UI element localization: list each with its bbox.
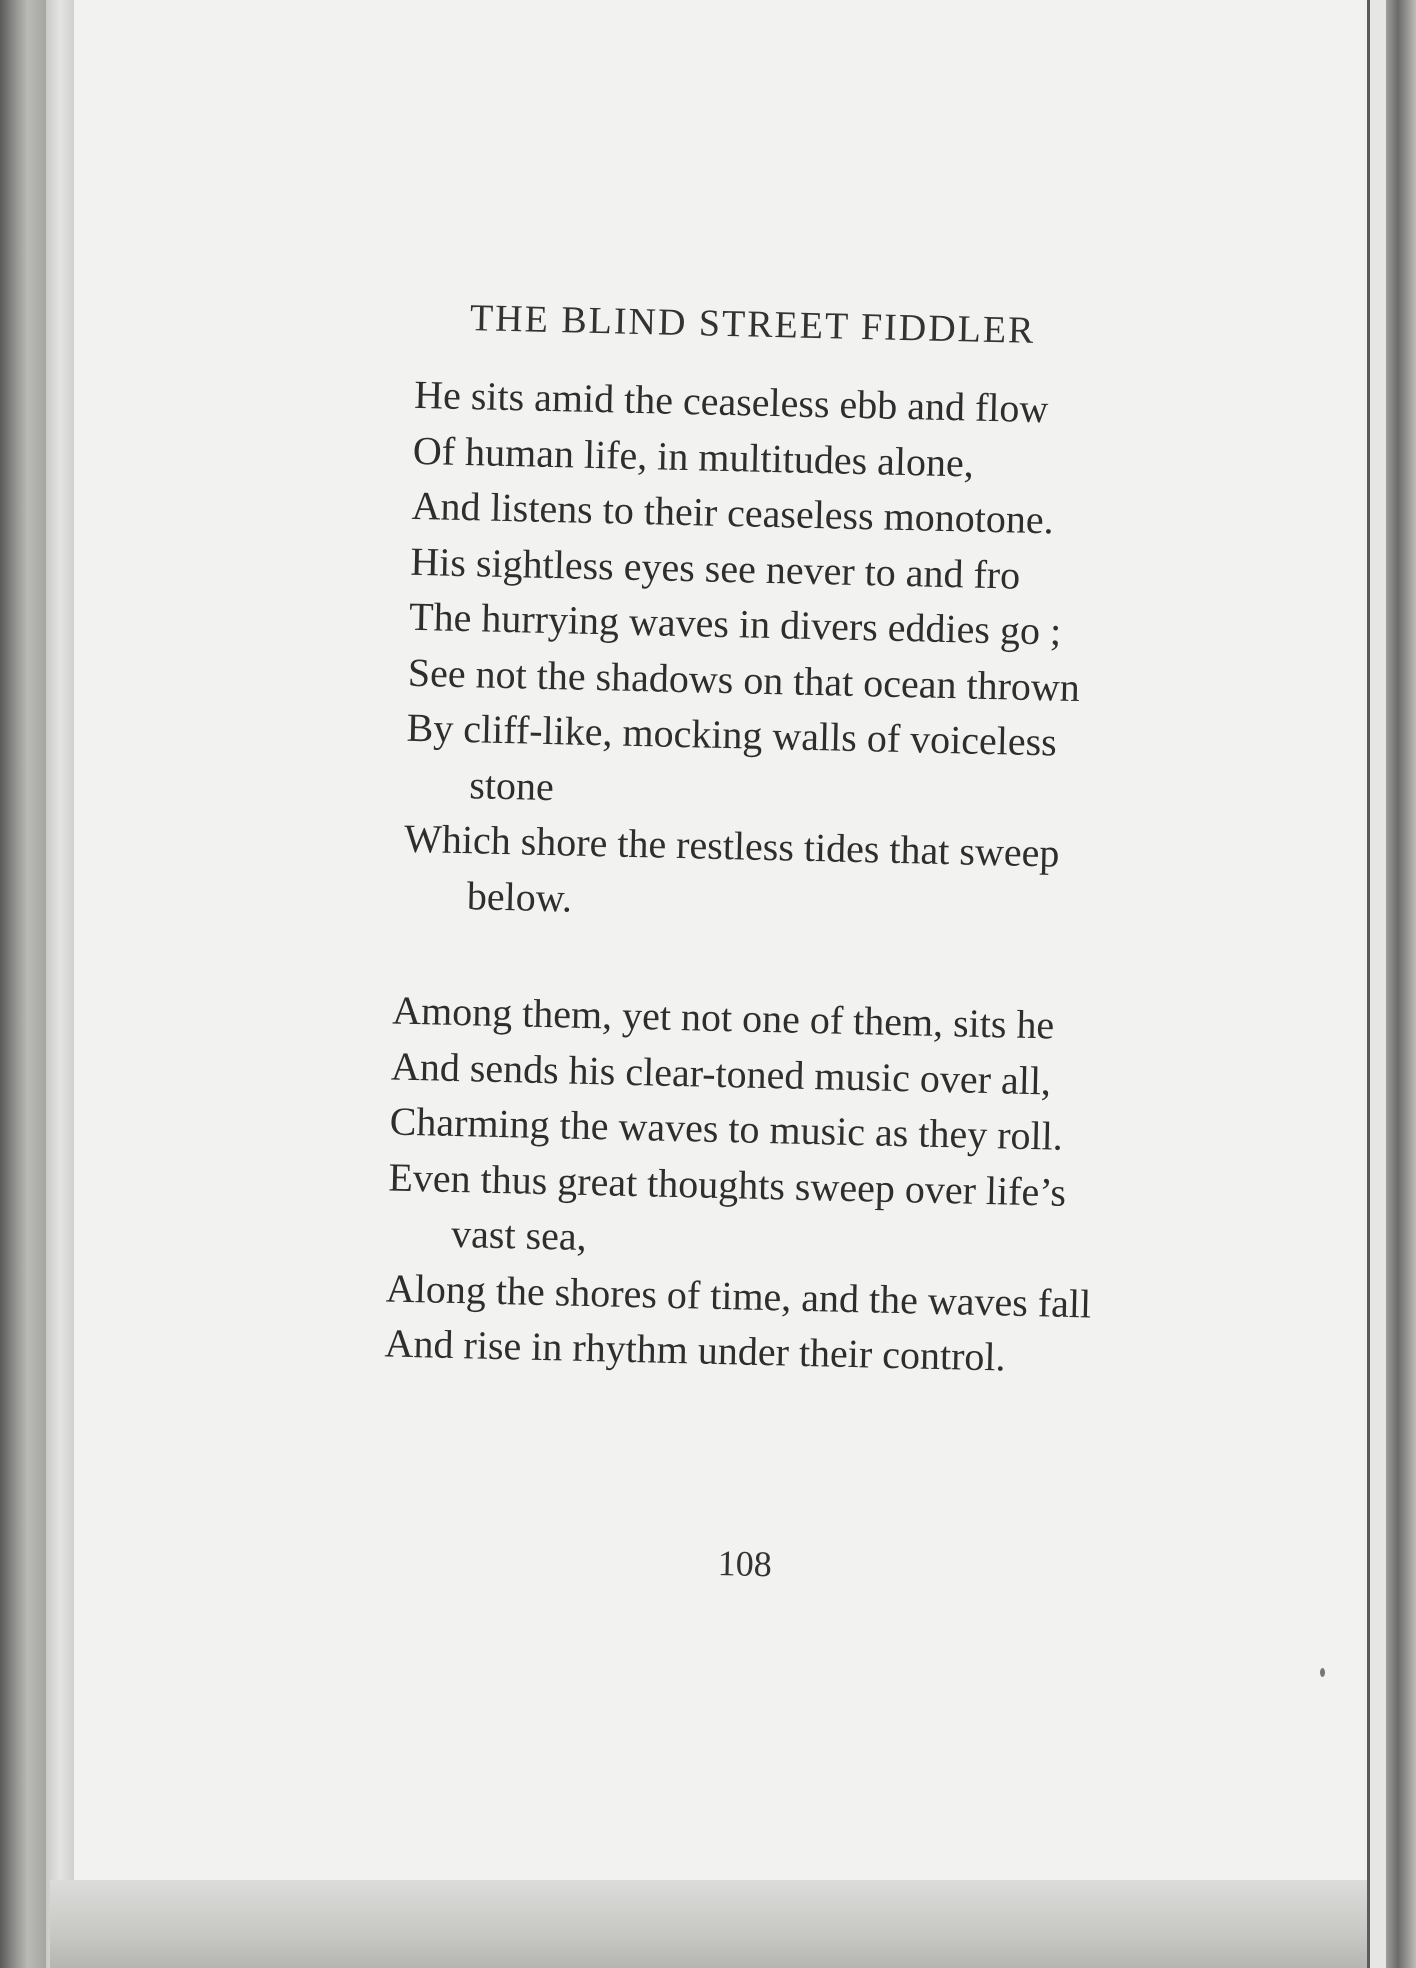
poem-line: And rise in rhythm under their control. [384, 1320, 1007, 1380]
poem-line: Which shore the restless tides that sweep [403, 815, 1060, 876]
stanza-1 [402, 367, 1086, 937]
poem-line: And sends his clear-toned music over all, [390, 1043, 1052, 1103]
poem-line-continuation: below. [466, 872, 573, 921]
poem-line: Among them, yet not one of them, sits he [391, 987, 1055, 1048]
right-gutter [1386, 0, 1416, 1968]
poem-line-continuation: stone [468, 761, 555, 809]
poem-line-continuation: vast sea, [450, 1210, 588, 1259]
poem-line: Along the shores of time, and the waves fall [385, 1264, 1092, 1326]
page-number: 108 [717, 1543, 773, 1585]
stanza-2 [384, 983, 1098, 1387]
facing-page-edge [1367, 0, 1386, 1968]
poem-line: See not the shadows on that ocean thrown [407, 649, 1081, 710]
poem-line: His sightless eyes see never to and fro [409, 538, 1021, 598]
poem-line: He sits amid the ceaseless ebb and flow [413, 371, 1049, 432]
page-text-block [50, 0, 1399, 1915]
poem-line: Charming the waves to music as they roll. [389, 1098, 1064, 1159]
book-binding [0, 0, 46, 1968]
page-bottom-edge [50, 1880, 1390, 1968]
poem-line: Of human life, in multitudes alone, [412, 427, 975, 486]
poem-line: By cliff-like, mocking walls of voiceless [406, 704, 1058, 765]
poem-line: The hurrying waves in divers eddies go ; [408, 593, 1062, 654]
poem-line: And listens to their ceaseless monotone. [411, 482, 1055, 543]
paper-speck [1320, 1668, 1325, 1677]
poem-title: THE BLIND STREET FIDDLER [469, 297, 1036, 352]
book-page [74, 0, 1380, 1900]
poem-line: Even thus great thoughts sweep over life’s [387, 1153, 1067, 1215]
